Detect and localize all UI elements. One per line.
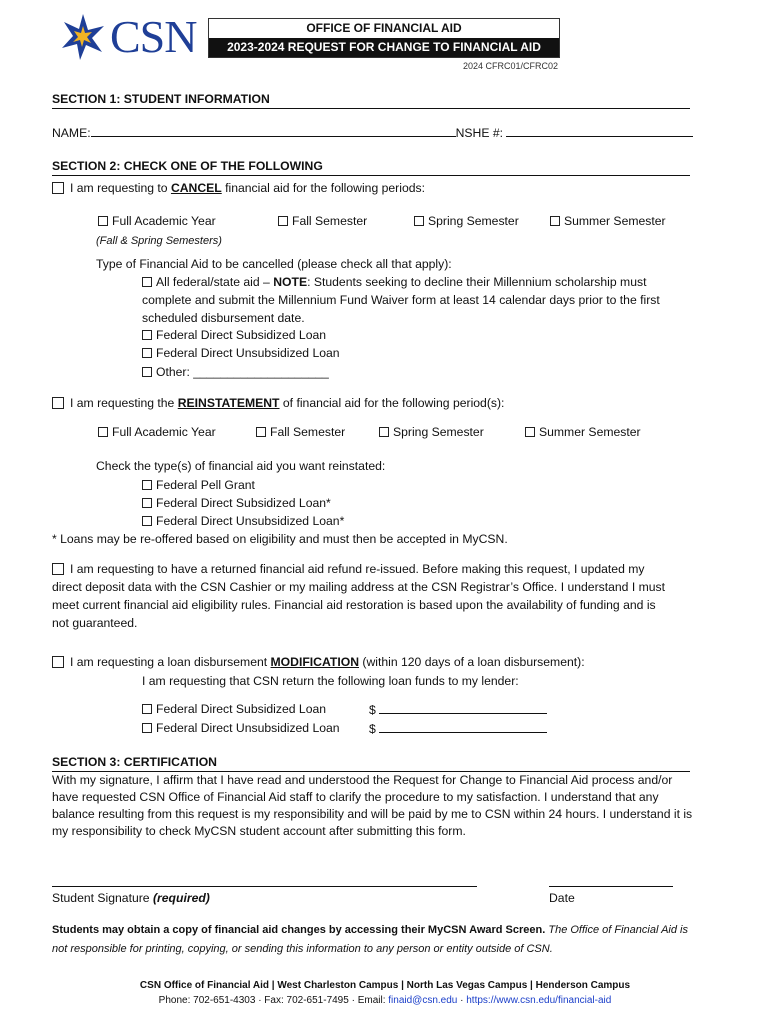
refund-line2: direct deposit data with the CSN Cashier or my mailing address at the CSN Registrar’s Office. I understand I must: [52, 580, 666, 594]
reinstate-period-fall: Fall Semester: [256, 424, 345, 441]
checkbox[interactable]: [142, 330, 152, 340]
checkbox[interactable]: [142, 277, 152, 287]
cert-line4: my responsibility to check MyCSN student account after submitting this form.: [52, 824, 466, 838]
nshe-label: NSHE #:: [455, 126, 504, 140]
checkbox[interactable]: [142, 516, 152, 526]
website-link[interactable]: https://www.csn.edu/financial-aid: [466, 995, 612, 1006]
name-field[interactable]: [91, 124, 456, 137]
cancel-opt-other: Other: ____________________: [142, 364, 329, 381]
notice-line2: not responsible for printing, copying, or sending this information to any person or entity outside of CSN.: [52, 943, 553, 955]
name-row: [52, 124, 693, 142]
form-code: 2024 CFRC01/CFRC02: [462, 61, 558, 71]
amount-unsub-row: $: [369, 720, 547, 738]
reinstate-period-spring: Spring Semester: [379, 424, 484, 441]
modification-option: I am requesting a loan disbursement MODIFICATION (within 120 days of a loan disbursement):: [52, 654, 585, 671]
checkbox[interactable]: [98, 216, 108, 226]
cancel-opt-unsub: Federal Direct Unsubsidized Loan: [142, 345, 340, 362]
amount-sub-field[interactable]: [379, 701, 547, 714]
cancel-opt-sub: Federal Direct Subsidized Loan: [142, 327, 326, 344]
email-link[interactable]: finaid@csn.edu: [388, 995, 458, 1006]
cancel-period-summer: Summer Semester: [550, 213, 666, 230]
checkbox[interactable]: [142, 348, 152, 358]
cancel-period-fall: Fall Semester: [278, 213, 367, 230]
refund-option: I am requesting to have a returned financial aid refund re-issued. Before making this request, I updated my: [52, 561, 645, 578]
date-label: Date: [549, 891, 575, 905]
csn-star-icon: [58, 12, 108, 62]
name-label: NAME:: [52, 126, 91, 140]
checkbox[interactable]: [278, 216, 288, 226]
amount-sub-row: $: [369, 701, 547, 719]
footer-campuses: CSN Office of Financial Aid | West Charleston Campus | North Las Vegas Campus | Henderson Campus: [139, 980, 631, 991]
cancel-period-spring: Spring Semester: [414, 213, 519, 230]
checkbox[interactable]: [98, 427, 108, 437]
checkbox[interactable]: [142, 367, 152, 377]
cert-line1: With my signature, I affirm that I have read and understood the Request for Change to Financial Aid process and/or: [52, 773, 673, 787]
cancel-option: I am requesting to CANCEL financial aid for the following periods:: [52, 180, 425, 197]
cancel-opt-all-line2: complete and submit the Millennium Fund Waiver form at least 14 calendar days prior to the first: [142, 293, 660, 307]
logo-text: CSN: [110, 11, 197, 62]
reinstate-period-full: Full Academic Year: [98, 424, 216, 441]
cancel-opt-all: All federal/state aid – NOTE: Students seeking to decline their Millennium scholarship must: [142, 274, 646, 291]
amount-unsub-field[interactable]: [379, 720, 547, 733]
reinstate-opt-unsub: Federal Direct Unsubsidized Loan*: [142, 513, 344, 530]
reinstate-keyword: REINSTATEMENT: [177, 396, 280, 410]
signature-label: Student Signature (required): [52, 891, 210, 905]
checkbox[interactable]: [142, 480, 152, 490]
refund-line3: meet current financial aid eligibility rules. Financial aid restoration is based upon the availability of funding and is: [52, 598, 656, 612]
cert-line3: balance resulting from this request is my responsibility and will be paid by me to CSN within 24 hours. I understand it is: [52, 807, 693, 821]
reinstate-checkbox[interactable]: [52, 397, 64, 409]
cancel-opt-all-line3: scheduled disbursement date.: [142, 311, 305, 325]
reinstate-period-summer: Summer Semester: [525, 424, 641, 441]
refund-checkbox[interactable]: [52, 563, 64, 575]
cancel-keyword: CANCEL: [170, 181, 222, 195]
checkbox[interactable]: [414, 216, 424, 226]
checkbox[interactable]: [142, 704, 152, 714]
cancel-checkbox[interactable]: [52, 182, 64, 194]
modification-opt-unsub: Federal Direct Unsubsidized Loan: [142, 720, 340, 737]
reinstate-opt-sub: Federal Direct Subsidized Loan*: [142, 495, 331, 512]
checkbox[interactable]: [525, 427, 535, 437]
cert-line2: have requested CSN Office of Financial Aid staff to clarify the procedure to my satisfaction. I understand that any: [52, 790, 659, 804]
date-field[interactable]: [549, 886, 673, 887]
checkbox[interactable]: [142, 498, 152, 508]
header-box: [208, 18, 560, 58]
section1-heading: SECTION 1: STUDENT INFORMATION: [52, 91, 690, 109]
reinstate-type-label: Check the type(s) of financial aid you want reinstated:: [96, 459, 386, 473]
section3-heading: SECTION 3: CERTIFICATION: [52, 754, 690, 772]
nshe-field[interactable]: [506, 124, 693, 137]
cancel-period-full: Full Academic Year: [98, 213, 216, 230]
cancel-type-label: Type of Financial Aid to be cancelled (please check all that apply):: [96, 257, 452, 271]
csn-logo: [58, 12, 203, 64]
fall-spring-note: (Fall & Spring Semesters): [96, 235, 222, 247]
footer-contact: Phone: 702-651-4303 · Fax: 702-651-7495 · Email: finaid@csn.edu · https://www.csn.edu/financial-aid: [158, 995, 612, 1006]
signature-field[interactable]: [52, 886, 477, 887]
loans-footnote: * Loans may be re-offered based on eligibility and must then be accepted in MyCSN.: [52, 532, 508, 546]
reinstate-option: I am requesting the REINSTATEMENT of financial aid for the following period(s):: [52, 395, 504, 412]
checkbox[interactable]: [142, 723, 152, 733]
form-title: 2023-2024 REQUEST FOR CHANGE TO FINANCIAL AID: [209, 38, 559, 57]
refund-line4: not guaranteed.: [52, 616, 138, 630]
checkbox[interactable]: [379, 427, 389, 437]
reinstate-opt-pell: Federal Pell Grant: [142, 477, 255, 494]
modification-sub: I am requesting that CSN return the following loan funds to my lender:: [142, 674, 519, 688]
office-title: OFFICE OF FINANCIAL AID: [306, 21, 462, 35]
notice-line1: Students may obtain a copy of financial aid changes by accessing their MyCSN Award Screen. The Office of Financial Aid is: [52, 924, 688, 936]
modification-opt-sub: Federal Direct Subsidized Loan: [142, 701, 326, 718]
checkbox[interactable]: [256, 427, 266, 437]
checkbox[interactable]: [550, 216, 560, 226]
modification-keyword: MODIFICATION: [270, 655, 359, 669]
modification-checkbox[interactable]: [52, 656, 64, 668]
section2-heading: SECTION 2: CHECK ONE OF THE FOLLOWING: [52, 158, 690, 176]
